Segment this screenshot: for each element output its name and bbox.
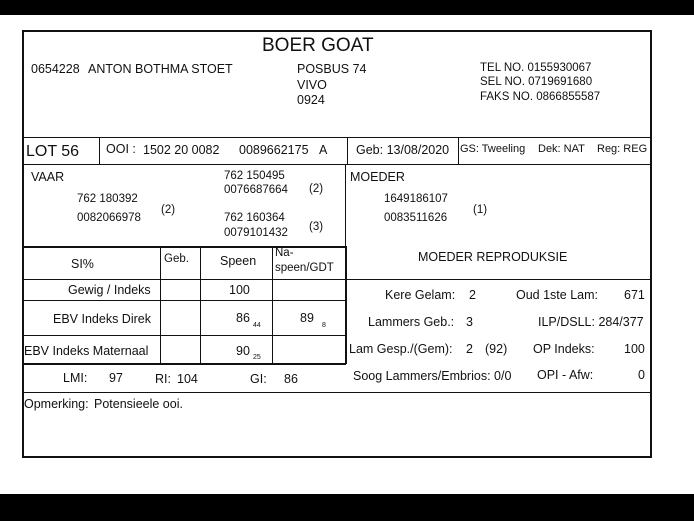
vaar-moeder-grade: (3): [309, 221, 324, 233]
ooi-divider: [347, 137, 348, 164]
lot-row-bottom-line: [22, 164, 652, 165]
geb-divider: [458, 137, 459, 164]
index-row-bottom: [22, 392, 652, 393]
geb-header: Geb.: [164, 253, 189, 265]
lot-row-top-line: [22, 137, 652, 138]
address-line-2: VIVO: [297, 78, 327, 92]
vaar-vader-id: 762 150495: [224, 170, 285, 182]
ilp-dsll: ILP/DSLL: 284/377: [538, 315, 644, 329]
direk-naspeen-value: 89: [300, 311, 314, 325]
si-table-top: [22, 246, 346, 248]
repro-title: MOEDER REPRODUKSIE: [418, 250, 568, 264]
kere-gelam-value: 2: [469, 288, 476, 302]
vaar-vader-number: 0076687664: [224, 184, 288, 196]
si-header: SI%: [71, 257, 94, 271]
maternaal-speen-accuracy: 25: [253, 354, 261, 361]
naspeen-header-1: Na-: [275, 247, 294, 259]
card-border-right: [650, 30, 652, 458]
si-header-line: [22, 279, 346, 280]
direk-speen-accuracy: 44: [253, 322, 261, 329]
row-label-gewig: Gewig / Indeks: [68, 283, 151, 297]
si-table-right: [345, 246, 347, 364]
vaar-grade: (2): [161, 204, 176, 216]
vaar-id: 762 180392: [77, 193, 138, 205]
ri-value: 104: [177, 372, 198, 386]
speen-header: Speen: [220, 254, 257, 268]
direk-naspeen-accuracy: 8: [322, 322, 326, 329]
si-col-naspeen: [272, 247, 273, 364]
lot-divider: [99, 137, 100, 164]
op-indeks-label: OP Indeks:: [533, 342, 595, 356]
vaar-moeder-id: 762 160364: [224, 212, 285, 224]
breed-title: BOER GOAT: [262, 35, 374, 56]
direk-speen-value: 86: [236, 311, 250, 325]
lmi-value: 97: [109, 371, 123, 385]
lmi-label: LMI:: [63, 371, 88, 385]
moeder-id: 1649186107: [384, 193, 448, 205]
card-border-top: [22, 30, 652, 32]
vaar-moeder-number: 0079101432: [224, 227, 288, 239]
row-label-ebv-maternaal: EBV Indeks Maternaal: [24, 344, 149, 358]
card-border-bottom: [22, 456, 652, 458]
breeder-code: 0654228: [31, 62, 80, 76]
address-line-3: 0924: [297, 93, 325, 107]
ri-label: RI:: [155, 372, 171, 386]
oud-1ste-lam-value: 671: [624, 288, 645, 302]
moeder-label: MOEDER: [350, 170, 405, 184]
lam-gesp-gem: (92): [485, 342, 508, 356]
op-indeks-value: 100: [624, 342, 645, 356]
fax-number: FAKS NO. 0866855587: [480, 91, 601, 103]
lammers-geb-value: 3: [466, 315, 473, 329]
card-border-left: [22, 30, 24, 458]
si-table-bottom: [22, 363, 346, 365]
lammers-geb-label: Lammers Geb.:: [368, 315, 455, 329]
reg-value: Reg: REG: [597, 143, 648, 155]
maternaal-speen-value: 90: [236, 344, 250, 358]
gi-label: GI:: [250, 372, 267, 386]
naspeen-header-2: speen/GDT: [275, 262, 334, 274]
tel-number: TEL NO. 0155930067: [480, 62, 592, 74]
ooi-id: 1502 20 0082: [143, 143, 220, 157]
repro-header-line: [346, 279, 652, 280]
dek-value: Dek: NAT: [538, 143, 585, 155]
gewig-speen-value: 100: [229, 283, 250, 297]
ooi-number: 0089662175: [239, 143, 309, 157]
row-label-ebv-direk: EBV Indeks Direk: [53, 312, 151, 326]
gs-twin: GS: Tweeling: [460, 143, 526, 155]
lot-number: LOT 56: [26, 143, 80, 160]
ooi-label: OOI :: [106, 142, 136, 156]
oud-1ste-lam-label: Oud 1ste Lam:: [516, 288, 598, 302]
lam-gesp-value: 2: [466, 342, 473, 356]
moeder-grade: (1): [473, 204, 488, 216]
cell-number: SEL NO. 0719691680: [480, 76, 593, 88]
remark-label: Opmerking:: [24, 397, 89, 411]
opi-afw-label: OPI - Afw:: [537, 368, 594, 382]
gi-value: 86: [284, 372, 298, 386]
lot-card: [0, 15, 694, 494]
opi-afw-value: 0: [638, 368, 645, 382]
si-col-geb: [160, 247, 161, 364]
si-col-speen: [200, 247, 201, 364]
address-line-1: POSBUS 74: [297, 62, 367, 76]
soog-lammers: Soog Lammers/Embrios: 0/0: [353, 369, 512, 383]
si-row2-line: [22, 335, 346, 336]
birth-date: Geb: 13/08/2020: [356, 143, 450, 157]
vaar-vader-grade: (2): [309, 183, 324, 195]
vaar-number: 0082066978: [77, 212, 141, 224]
si-row1-line: [22, 300, 346, 301]
pedigree-divider: [345, 164, 346, 247]
moeder-number: 0083511626: [384, 212, 448, 224]
kere-gelam-label: Kere Gelam:: [385, 288, 456, 302]
breeder-name: ANTON BOTHMA STOET: [88, 62, 233, 76]
vaar-label: VAAR: [31, 170, 65, 184]
remark-text: Potensieele ooi.: [94, 397, 183, 411]
ooi-grade: A: [319, 143, 328, 157]
lam-gesp-label: Lam Gesp./(Gem):: [349, 342, 453, 356]
